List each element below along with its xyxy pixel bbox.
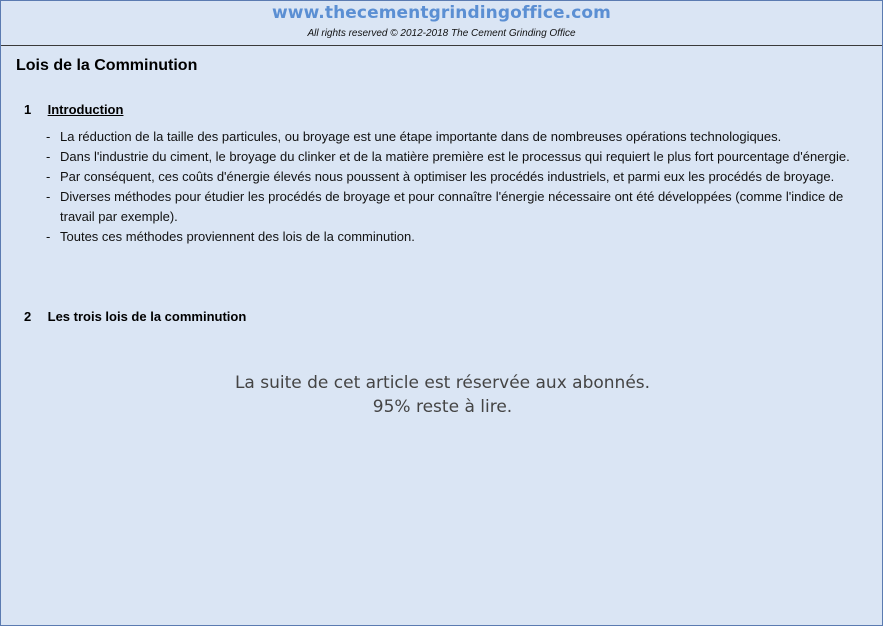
document-title: Lois de la Comminution <box>16 57 198 74</box>
paywall-remaining: 95% reste à lire. <box>372 397 513 417</box>
list-item <box>44 167 864 187</box>
paywall-notice <box>1 371 883 419</box>
list-item <box>44 147 864 167</box>
list-item <box>44 127 864 147</box>
section-heading-trois-lois <box>24 309 246 324</box>
bullet-dash: - <box>46 169 51 184</box>
bullet-text: Toutes ces méthodes proviennent des lois de la comminution. <box>60 229 415 244</box>
section-title: Les trois lois de la comminution <box>47 309 247 324</box>
page-header <box>1 1 882 46</box>
section-heading-introduction <box>24 102 123 117</box>
paywall-message: La suite de cet article est réservée aux abonnés. <box>234 373 651 393</box>
site-url-link[interactable]: www.thecementgrindingoffice.com <box>271 3 611 23</box>
list-item <box>44 187 864 227</box>
bullet-text: Par conséquent, ces coûts d'énergie élevés nous poussent à optimiser les procédés industriels, et parmi eux les procédés de broyage. <box>60 169 835 184</box>
bullet-text: Diverses méthodes pour étudier les procédés de broyage et pour connaître l'énergie nécessaire ont été développées (comme l'indice de travail par exemple). <box>60 189 844 224</box>
bullet-dash: - <box>46 149 51 164</box>
list-item <box>44 227 864 247</box>
introduction-bullet-list <box>44 127 864 247</box>
section-number: 2 <box>24 309 32 324</box>
bullet-text: Dans l'industrie du ciment, le broyage du clinker et de la matière première est le processus qui requiert le plus fort pourcentage d'énergie. <box>60 149 850 164</box>
bullet-dash: - <box>46 229 51 244</box>
bullet-dash: - <box>46 129 51 144</box>
copyright-notice: All rights reserved © 2012-2018 The Cement Grinding Office <box>307 28 576 39</box>
section-title: Introduction <box>47 102 124 117</box>
bullet-text: La réduction de la taille des particules, ou broyage est une étape importante dans de nombreuses opérations technologiques. <box>60 129 782 144</box>
bullet-dash: - <box>46 189 51 204</box>
section-number: 1 <box>24 102 32 117</box>
